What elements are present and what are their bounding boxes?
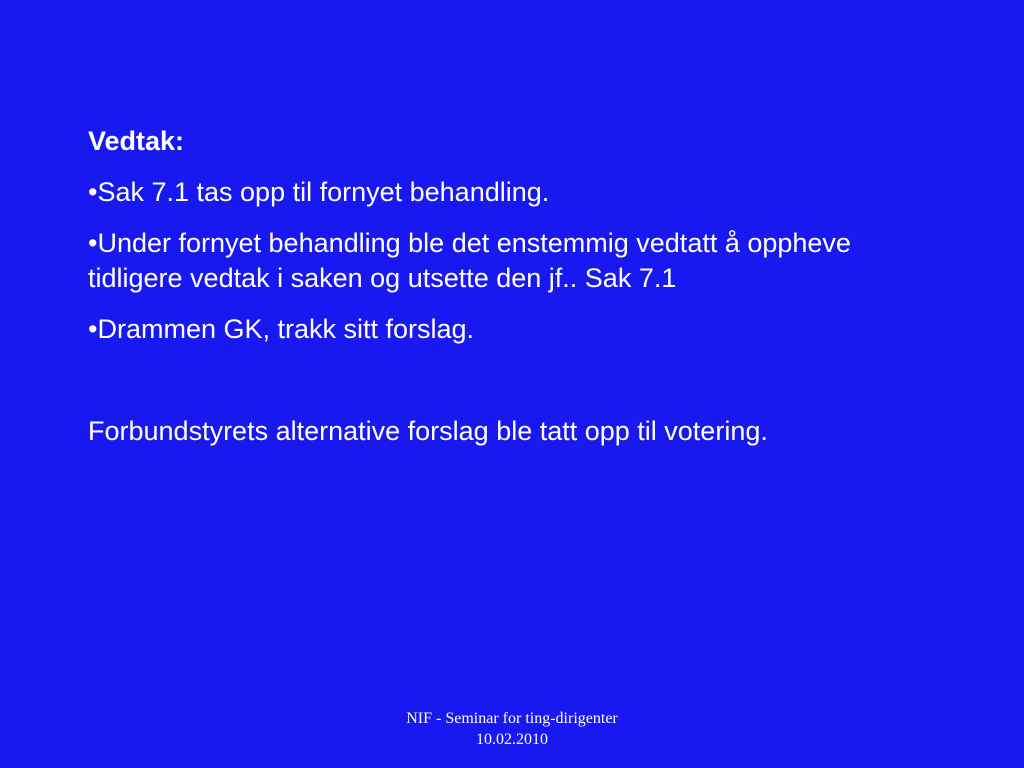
slide-footer <box>312 708 712 750</box>
bullet-item-1: •Sak 7.1 tas opp til fornyet behandling. <box>88 177 550 207</box>
slide-heading: Vedtak: <box>88 126 185 156</box>
footer-title: NIF - Seminar for ting-dirigenter <box>406 710 618 727</box>
slide-body <box>88 124 948 449</box>
footer-date: 10.02.2010 <box>476 731 548 748</box>
closing-paragraph: Forbundstyrets alternative forslag ble tatt opp til votering. <box>88 416 768 446</box>
bullet-item-2: •Under fornyet behandling ble det enstemmig vedtatt å oppheve tidligere vedtak i saken og utsette den jf.. Sak 7.1 <box>88 228 851 293</box>
bullet-item-3: •Drammen GK, trakk sitt forslag. <box>88 314 475 344</box>
paragraph-spacer <box>88 363 948 414</box>
